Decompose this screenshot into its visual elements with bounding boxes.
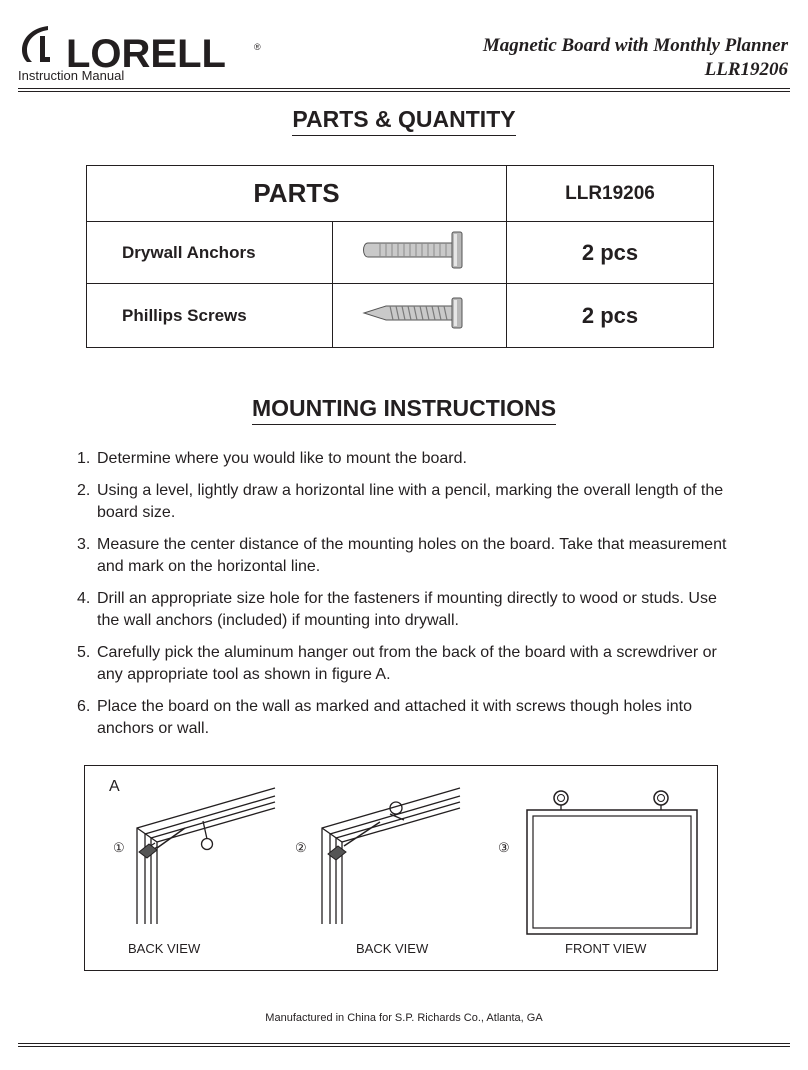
panel-caption: BACK VIEW (128, 941, 201, 956)
parts-section-title: PARTS & QUANTITY (0, 106, 808, 133)
header-rule-secondary (18, 91, 790, 92)
panel-caption: FRONT VIEW (565, 941, 647, 956)
part-name: Drywall Anchors (87, 222, 333, 284)
list-item: 6. Place the board on the wall as marked and attached it with screws though holes into anchors or wall. (77, 697, 693, 737)
figure-a (84, 765, 718, 971)
logo-mark-icon (18, 24, 52, 64)
footer-text: Manufactured in China for S.P. Richards Co., Atlanta, GA (265, 1012, 543, 1024)
list-item: 2. Using a level, lightly draw a horizontal line with a pencil, marking the overall length of the board size. (77, 481, 724, 521)
model-column-header: LLR19206 (507, 166, 714, 222)
part-quantity: 2 pcs (507, 222, 714, 284)
table-row (87, 222, 714, 284)
drywall-anchor-icon (333, 222, 507, 284)
registered-mark: ® (254, 42, 261, 52)
header-rule (18, 88, 790, 89)
product-model: LLR19206 (704, 59, 788, 80)
list-item: 5. Carefully pick the aluminum hanger out from the back of the board with a screwdriver or any appropriate tool as shown in figure A. (77, 643, 717, 683)
panel-number: ① (113, 840, 125, 855)
board-back-view-icon (125, 784, 295, 929)
part-quantity: 2 pcs (507, 284, 714, 348)
parts-table (86, 165, 714, 348)
panel-number: ③ (498, 840, 510, 855)
mounting-section-title: MOUNTING INSTRUCTIONS (0, 395, 808, 422)
footer-rule (18, 1043, 790, 1044)
phillips-screw-icon (333, 284, 507, 348)
list-item: 4. Drill an appropriate size hole for the fasteners if mounting directly to wood or studs. Use the wall anchors (included) if mounting into drywall. (77, 589, 717, 629)
instruction-steps (72, 448, 732, 750)
list-item: 3. Measure the center distance of the mounting holes on the board. Take that measurement and mark on the horizontal line. (77, 535, 727, 575)
parts-table-header (87, 166, 714, 222)
list-item: 1. Determine where you would like to mount the board. (77, 450, 467, 467)
brand-name: LORELL (66, 32, 226, 76)
product-title: Magnetic Board with Monthly Planner (482, 35, 788, 56)
board-back-view-icon (310, 784, 480, 929)
parts-column-header: PARTS (87, 166, 507, 222)
panel-caption: BACK VIEW (356, 941, 429, 956)
panel-number: ② (295, 840, 307, 855)
document-title (483, 34, 788, 82)
footer-rule-secondary (18, 1046, 790, 1047)
table-row (87, 284, 714, 348)
part-name: Phillips Screws (87, 284, 333, 348)
figure-label: A (109, 778, 120, 795)
manual-label: Instruction Manual (18, 68, 125, 83)
board-front-view-icon (523, 786, 703, 936)
